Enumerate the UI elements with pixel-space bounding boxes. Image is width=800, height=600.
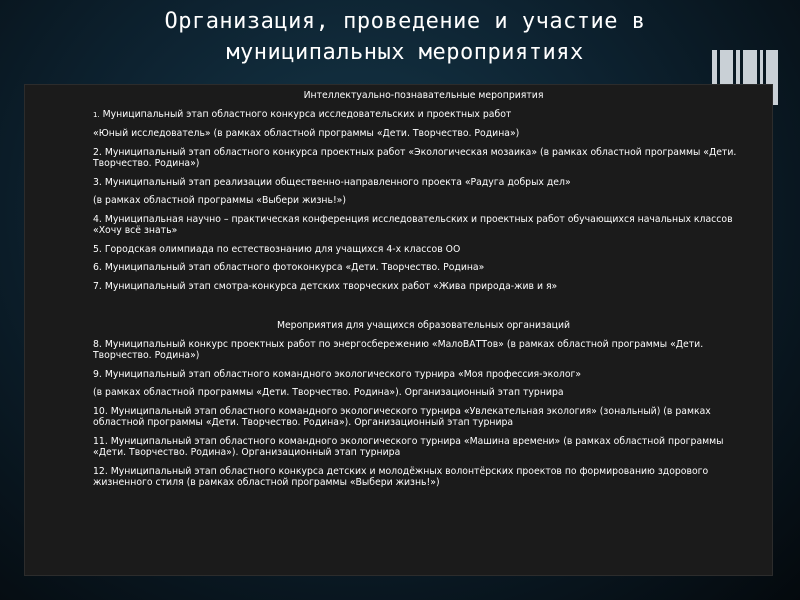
- content-panel: [24, 84, 773, 576]
- list-item: 6. Муниципальный этап областного фотоконкурса «Дети. Творчество. Родина»: [93, 262, 485, 273]
- list-item: 11. Муниципальный этап областного командного экологического турнира «Машина времени» (в рамках областной программы «Дети. Творчество. Родина»). Организационный этап турнира: [93, 435, 724, 458]
- section-heading-students: Мероприятия для учащихся образовательных организаций: [276, 320, 571, 331]
- list-item: 7. Муниципальный этап смотра-конкурса детских творческих работ «Жива природа-жив и я»: [93, 280, 558, 292]
- list-item: 12. Муниципальный этап областного конкурса детских и молодёжных волонтёрских проектов по формированию здорового жизненного стиля (в рамках областной программы «Выбери жизнь!»): [93, 465, 709, 488]
- list-item: «Юный исследователь» (в рамках областной программы «Дети. Творчество. Родина»): [93, 128, 520, 139]
- slide-title-line-2: муниципальных мероприятиях: [226, 40, 584, 65]
- list-item: [93, 109, 754, 122]
- list-item: (в рамках областной программы «Дети. Творчество. Родина»). Организационный этап турнира: [93, 387, 564, 398]
- list-item: 4. Муниципальная научно – практическая конференция исследовательских и проектных работ обучающихся начальных классов «Хочу всё знать»: [93, 213, 733, 236]
- list-item: 2. Муниципальный этап областного конкурса проектных работ «Экологическая мозаика» (в рамках областной программы «Дети. Творчество. Родина»): [93, 146, 737, 169]
- slide-title-line-1: Организация, проведение и участие в: [164, 9, 646, 34]
- section-gap: [93, 299, 754, 320]
- list-item: 10. Муниципальный этап областного командного экологического турнира «Увлекательная экология» (зональный) (в рамках областной программы «Дети. Творчество. Родина»). Организационный этап турнира: [93, 405, 711, 428]
- list-item: 9. Муниципальный этап областного командного экологического турнира «Моя профессия-эколог»: [93, 368, 582, 380]
- list-item: 3. Муниципальный этап реализации общественно-направленного проекта «Радуга добрых дел»: [93, 176, 571, 188]
- list-item: 8. Муниципальный конкурс проектных работ по энергосбережению «МалоВАТТов» (в рамках областной программы «Дети. Творчество. Родина»): [93, 338, 704, 361]
- list-item: (в рамках областной программы «Выбери жизнь!»): [93, 195, 346, 206]
- section-heading-intellectual: Интеллектуально-познавательные мероприятия: [303, 90, 544, 101]
- list-item: 5. Городская олимпиада по естествознанию для учащихся 4-х классов ОО: [93, 243, 461, 255]
- slide-title: [110, 6, 700, 68]
- item-number: 1.: [93, 110, 100, 119]
- item-text: Муниципальный этап областного конкурса исследовательских и проектных работ: [102, 108, 512, 120]
